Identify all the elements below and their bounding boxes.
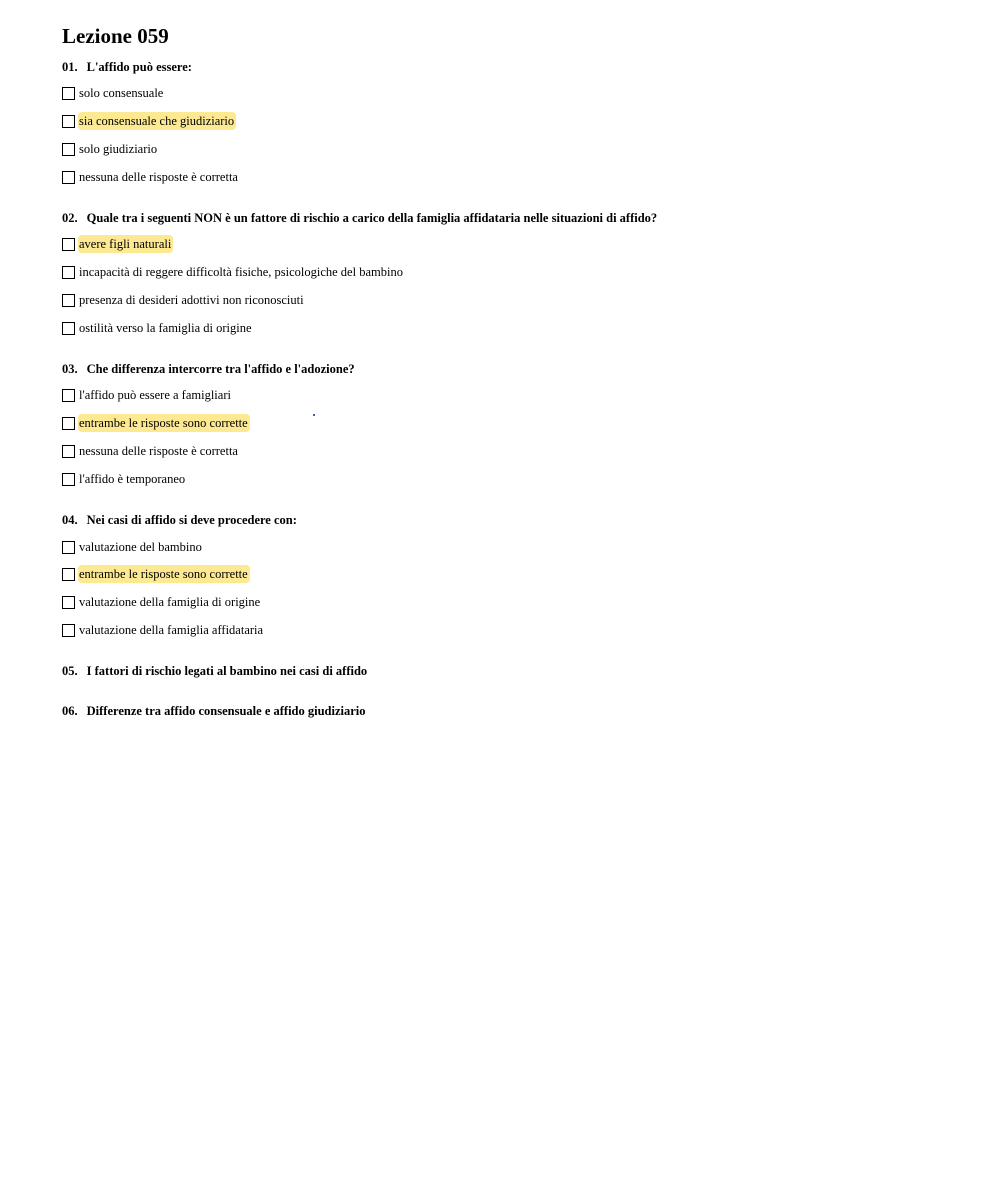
answer-option[interactable]: [62, 235, 173, 253]
question-01: [62, 58, 192, 76]
answer-checkbox[interactable]: [62, 115, 75, 128]
answer-label: sia consensuale che giudiziario: [79, 114, 235, 128]
answer-checkbox[interactable]: [62, 568, 75, 581]
answer-option[interactable]: [62, 84, 165, 102]
answer-option[interactable]: [62, 621, 265, 639]
answer-label: entrambe le risposte sono corrette: [79, 567, 248, 581]
question-text: Differenze tra affido consensuale e affido giudiziario: [86, 704, 366, 718]
answer-label: valutazione del bambino: [79, 540, 202, 554]
answer-option[interactable]: [62, 442, 240, 460]
answer-checkbox[interactable]: [62, 473, 75, 486]
answer-label: nessuna delle risposte è corretta: [79, 170, 238, 184]
answer-label: ostilità verso la famiglia di origine: [79, 321, 252, 335]
answer-checkbox[interactable]: [62, 417, 75, 430]
answer-option[interactable]: [62, 565, 250, 583]
answer-label: l'affido può essere a famigliari: [79, 388, 231, 402]
answer-checkbox[interactable]: [62, 322, 75, 335]
answer-option[interactable]: [62, 593, 262, 611]
answer-option[interactable]: [62, 319, 254, 337]
answer-checkbox[interactable]: [62, 541, 75, 554]
answer-checkbox[interactable]: [62, 171, 75, 184]
answer-label: solo consensuale: [79, 86, 164, 100]
question-number: 05.: [62, 664, 78, 678]
answer-checkbox[interactable]: [62, 143, 75, 156]
answer-option[interactable]: [62, 140, 159, 158]
answer-checkbox[interactable]: [62, 596, 75, 609]
answer-option[interactable]: [62, 291, 306, 309]
answer-checkbox[interactable]: [62, 389, 75, 402]
answer-checkbox[interactable]: [62, 624, 75, 637]
question-text: I fattori di rischio legati al bambino nei casi di affido: [86, 664, 368, 678]
answer-label: solo giudiziario: [79, 142, 158, 156]
answer-checkbox[interactable]: [62, 238, 75, 251]
question-03: [62, 360, 355, 378]
answer-checkbox[interactable]: [62, 294, 75, 307]
question-04: [62, 511, 297, 529]
answer-checkbox[interactable]: [62, 87, 75, 100]
answer-label: valutazione della famiglia di origine: [79, 595, 261, 609]
answer-option[interactable]: [62, 112, 236, 130]
question-number: 06.: [62, 704, 78, 718]
question-02: [62, 209, 657, 227]
answer-label: nessuna delle risposte è corretta: [79, 444, 238, 458]
answer-option[interactable]: [62, 470, 187, 488]
answer-label: entrambe le risposte sono corrette: [79, 416, 248, 430]
answer-label: avere figli naturali: [79, 237, 172, 251]
answer-option[interactable]: [62, 386, 233, 404]
answer-option[interactable]: [62, 414, 250, 432]
question-05: [62, 662, 367, 680]
question-number: 04.: [62, 513, 78, 527]
question-number: 02.: [62, 211, 78, 225]
question-text: L'affido può essere:: [86, 60, 192, 74]
question-text: Che differenza intercorre tra l'affido e l'adozione?: [86, 362, 355, 376]
question-number: 03.: [62, 362, 78, 376]
answer-option[interactable]: [62, 538, 204, 556]
answer-label: incapacità di reggere difficoltà fisiche, psicologiche del bambino: [79, 265, 403, 279]
question-text: Nei casi di affido si deve procedere con:: [86, 513, 297, 527]
answer-checkbox[interactable]: [62, 445, 75, 458]
question-06: [62, 702, 366, 720]
question-number: 01.: [62, 60, 78, 74]
answer-label: presenza di desideri adottivi non riconosciuti: [79, 293, 304, 307]
answer-option[interactable]: [62, 168, 240, 186]
answer-label: l'affido è temporaneo: [79, 472, 186, 486]
answer-checkbox[interactable]: [62, 266, 75, 279]
page-title: Lezione 059: [62, 24, 169, 48]
answer-label: valutazione della famiglia affidataria: [79, 623, 264, 637]
stray-mark: [313, 414, 315, 416]
question-text: Quale tra i seguenti NON è un fattore di rischio a carico della famiglia affidataria nelle situazioni di affido?: [86, 211, 658, 225]
answer-option[interactable]: [62, 263, 405, 281]
